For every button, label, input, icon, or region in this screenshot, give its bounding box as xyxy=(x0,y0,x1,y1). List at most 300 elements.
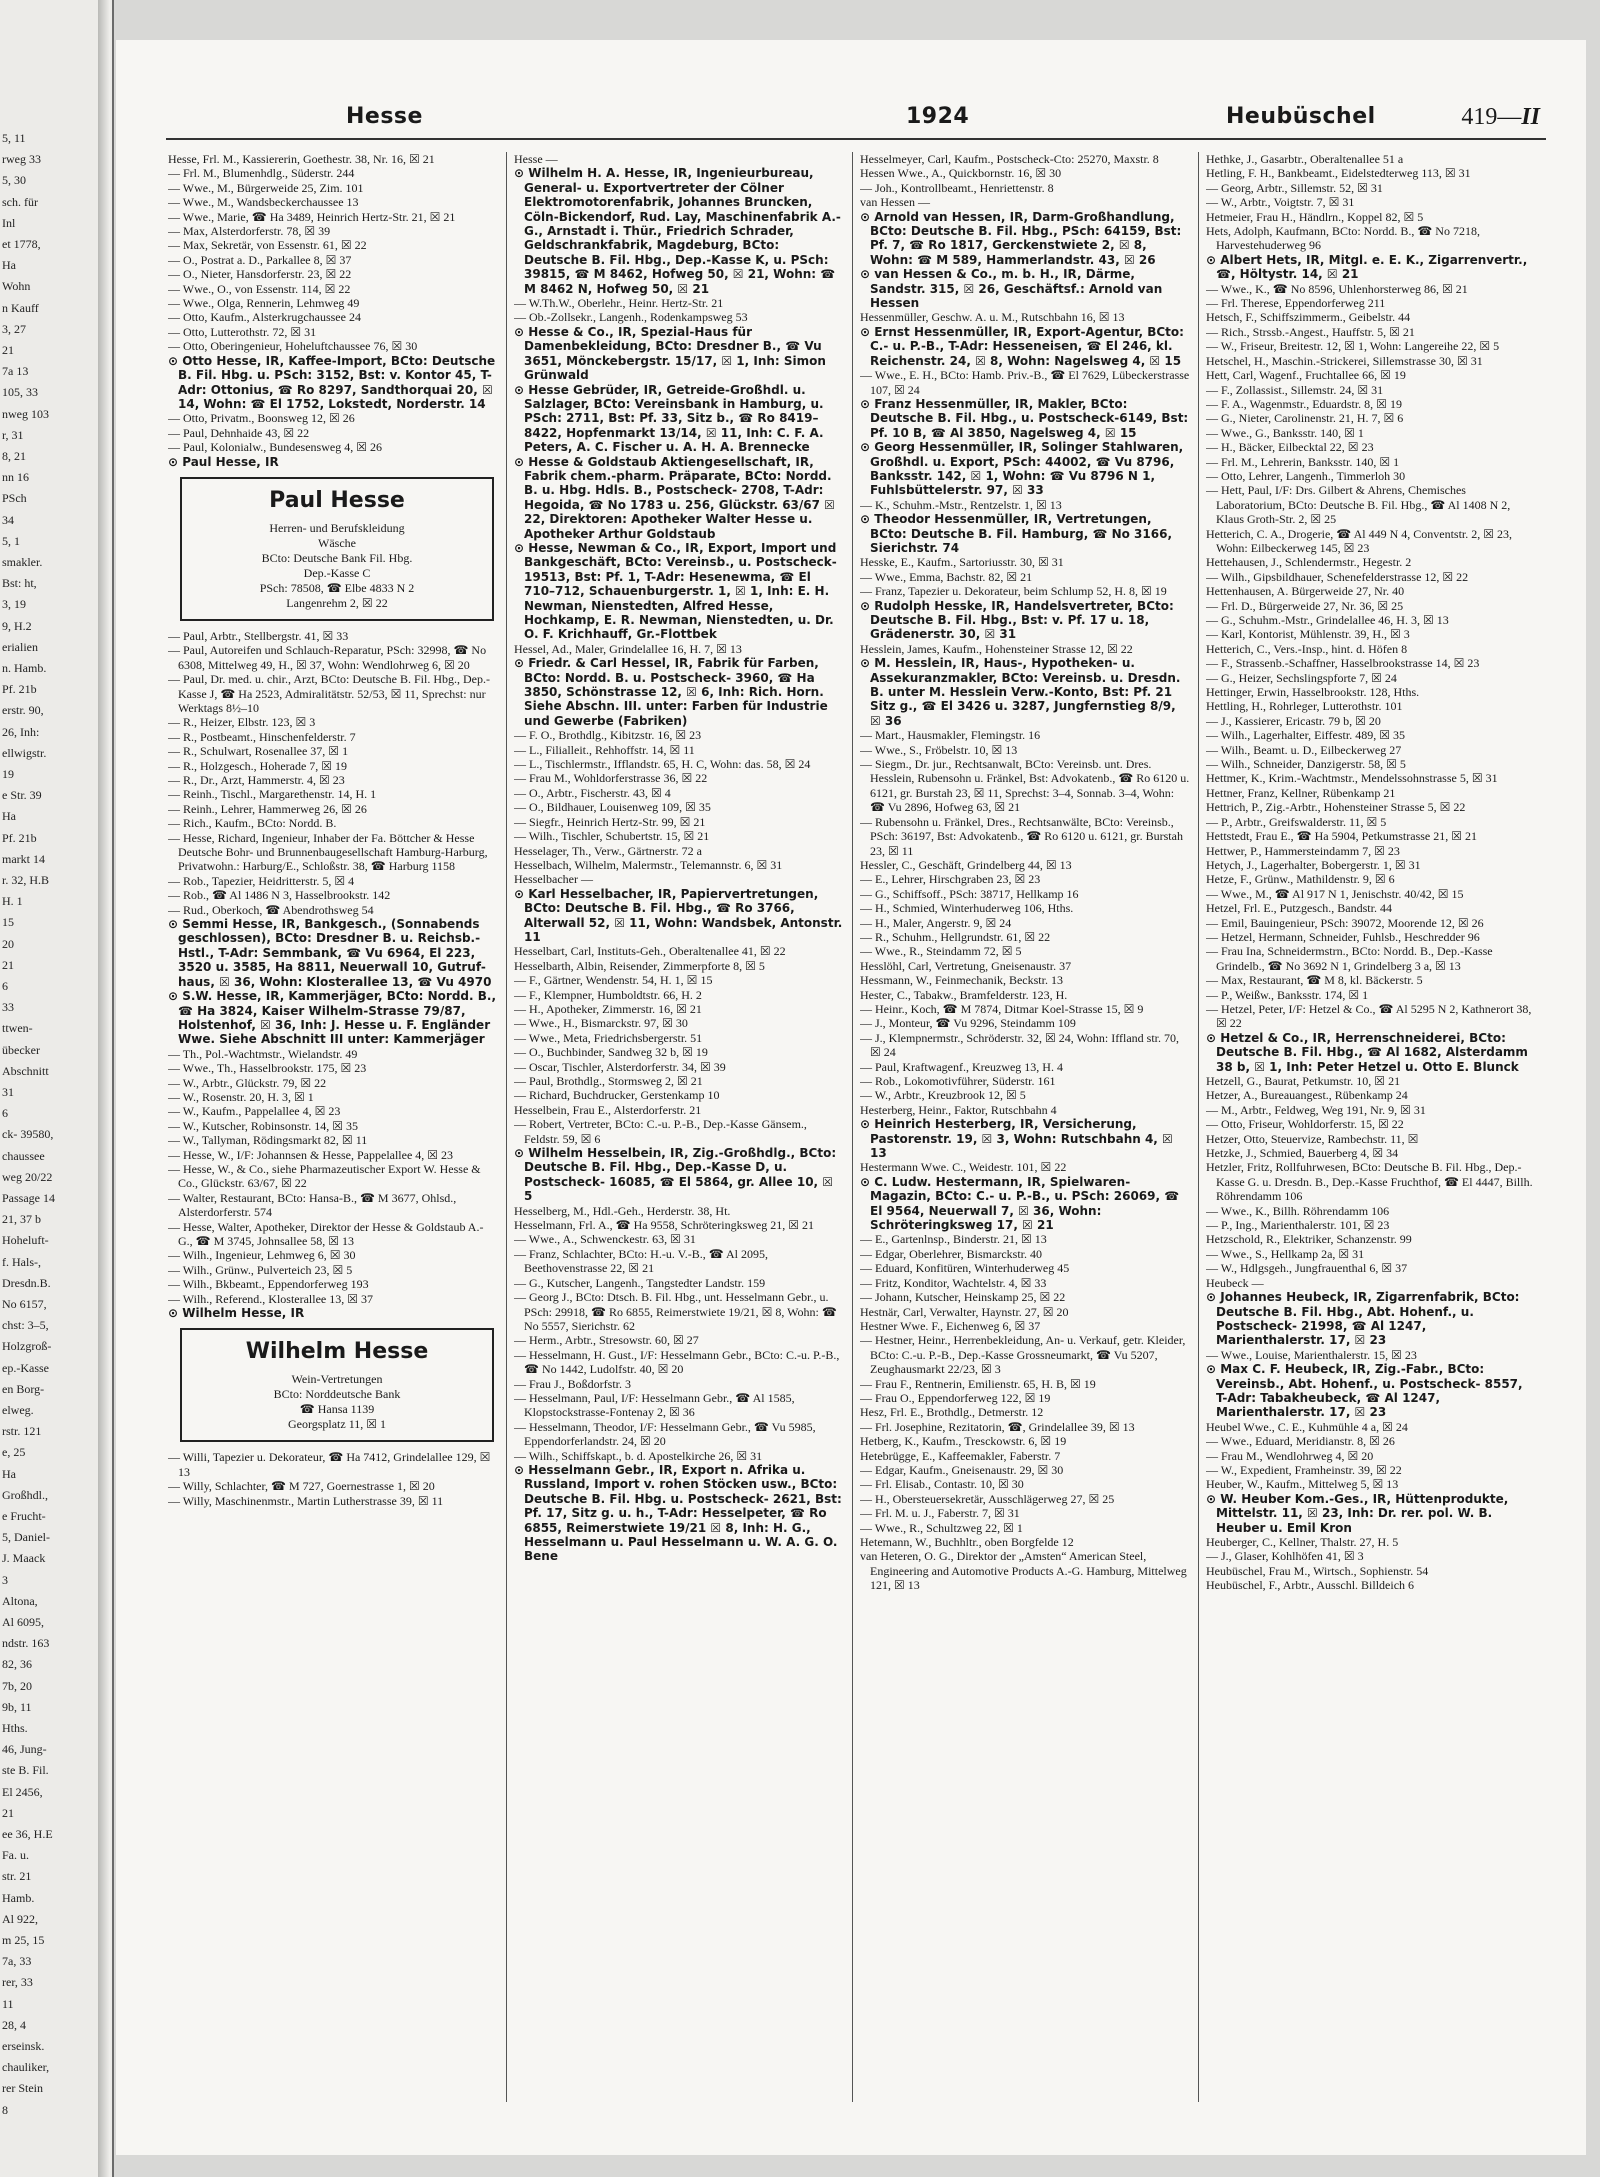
advertisement-line: BCto: Norddeutsche Bank xyxy=(273,1387,401,1402)
directory-entry: — L., Filialleit., Rehhoffstr. 14, ☒ 11 xyxy=(514,742,695,757)
directory-entry: Hesselmeyer, Carl, Kaufm., Postscheck-Cto: 25270, Maxstr. 8 xyxy=(860,152,1159,166)
directory-entry: Hesslöhl, Carl, Vertretung, Gneisenaustr. 37 xyxy=(860,958,1072,973)
directory-entry: — Wilh., Schneider, Danzigerstr. 58, ☒ 5 xyxy=(1206,757,1406,772)
strip-line: 8, 21 xyxy=(2,449,26,463)
strip-line: 33 xyxy=(2,1000,14,1015)
strip-line: f. Hals-, xyxy=(2,1254,41,1269)
directory-entry: — Wwe., M., ☎ Al 917 N 1, Jenischstr. 40/42, ☒ 15 xyxy=(1206,886,1464,901)
directory-entry: — Wilh., Referend., Klosterallee 13, ☒ 37 xyxy=(168,1291,374,1306)
directory-entry: Hesse — xyxy=(514,152,558,166)
strip-line: Dresdn.B. xyxy=(2,1275,51,1290)
directory-entry: — Georg, Arbtr., Sillemstr. 52, ☒ 31 xyxy=(1206,180,1383,195)
directory-entry: — H., Obersteuersekretär, Ausschlägerweg 27, ☒ 25 xyxy=(860,1491,1115,1506)
directory-entry: Hesslein, James, Kaufm., Hohensteiner Strasse 12, ☒ 22 xyxy=(860,641,1133,656)
directory-entry: Hetsch, F., Schiffszimmerm., Geibelstr. 44 xyxy=(1206,310,1411,325)
firm-entry: ⊙ Ernst Hessenmüller, IR, Export-Agentur, BCto: C.- u. P.-B., T-Adr: Hesseneisen, ☎ El 246, kl. Reichenstr. 24, ☒ 8, Wohn: Nagelsweg 4, ☒ 15 xyxy=(860,324,1184,368)
directory-entry: — Georg J., BCto: Dtsch. B. Fil. Hbg., unt. Hesselmann Gebr., u. PSch: 29918, ☎ Ro 6855, Reimerstwiete 19/21, ☒ 8, Wohn: ☎ No 5557, Sierichstr. 62 xyxy=(514,1290,837,1333)
directory-entry: — Paul, Kraftwagenf., Kreuzweg 13, H. 4 xyxy=(860,1059,1063,1074)
page-number-suffix: II xyxy=(1521,104,1540,130)
directory-entry: — Frl. M., Lehrerin, Banksstr. 140, ☒ 1 xyxy=(1206,454,1400,469)
strip-line: r. 32, H.B xyxy=(2,873,50,887)
column-divider xyxy=(506,152,507,2102)
directory-entry: — G., Schuhm.-Mstr., Grindelallee 46, H. 3, ☒ 13 xyxy=(1206,613,1449,627)
strip-line: 6 xyxy=(2,1106,8,1121)
page-number-value: 419— xyxy=(1461,104,1522,130)
directory-entry: — G., Kutscher, Langenh., Tangstedter Landstr. 159 xyxy=(514,1275,766,1290)
directory-entry: — W., Arbtr., Voigtstr. 7, ☒ 31 xyxy=(1206,195,1355,210)
strip-line: ee 36, H.E xyxy=(2,1827,53,1841)
directory-entry: — W., Kaufm., Pappelallee 4, ☒ 23 xyxy=(168,1104,341,1119)
directory-entry: — Wwe., M., Bürgerweide 25, Zim. 101 xyxy=(168,180,364,195)
directory-entry: — Ob.-Zollsekr., Langenh., Rodenkampsweg 53 xyxy=(514,310,748,325)
firm-entry: ⊙ Rudolph Hesske, IR, Handelsvertreter, BCto: Deutsche B. Fil. Hbg., Bst: v. Pf. 17 u. 18, Grädenerstr. 30, ☒ 31 xyxy=(860,598,1174,642)
strip-line: ste B. Fil. xyxy=(2,1763,49,1778)
directory-entry: Heuber, W., Kaufm., Mittelweg 5, ☒ 13 xyxy=(1206,1477,1399,1492)
directory-entry: — P., Ing., Marienthalerstr. 101, ☒ 23 xyxy=(1206,1218,1390,1233)
strip-line: Altona, xyxy=(2,1593,38,1608)
directory-entry: — G., Heizer, Sechslingspforte 7, ☒ 24 xyxy=(1206,670,1397,685)
directory-entry: Hettner, Franz, Kellner, Rübenkamp 21 xyxy=(1206,785,1396,800)
directory-entry: — Frau Ina, Schneidermstrn., BCto: Nordd. B., Dep.-Kasse Grindelb., ☎ No 3692 N 1, Grindelberg 3 a, ☒ 13 xyxy=(1206,944,1493,973)
directory-entry: — Frau F., Rentnerin, Emilienstr. 65, H. B, ☒ 19 xyxy=(860,1376,1096,1391)
directory-entry: — F. O., Brothdlg., Kibitzstr. 16, ☒ 23 xyxy=(514,728,702,743)
directory-entry: — H., Bäcker, Eilbecktal 22, ☒ 23 xyxy=(1206,440,1374,455)
strip-line: chaussee xyxy=(2,1148,45,1163)
firm-entry: ⊙ C. Ludw. Hestermann, IR, Spielwaren-Magazin, BCto: C.- u. P.-B., u. PSch: 26069, ☎ El 9564, Neuerwall 7, ☒ 36, Wohn: Schröteringksweg 17, ☒ 21 xyxy=(860,1174,1180,1233)
firm-entry: ⊙ Friedr. & Carl Hessel, IR, Fabrik für Farben, BCto: Nordd. B. u. Postscheck- 3960, ☎ Ha 3850, Schönstrasse 12, ☒ 6, Inh: Rich. Horn. Siehe Abschn. III. unter: Farben für Industrie und Gewerbe (Fabriken) xyxy=(514,656,828,728)
firm-entry: ⊙ Karl Hesselbacher, IR, Papiervertretungen, BCto: Deutsche B. Fil. Hbg., ☎ Ro 3766, Alterwall 52, ☒ 11, Wohn: Wandsbek, Antonstr. 11 xyxy=(514,886,843,944)
firm-entry: ⊙ Albert Hets, IR, Mitgl. e. E. K., Zigarrenvertr., ☎, Höltystr. 14, ☒ 21 xyxy=(1206,252,1528,282)
strip-line: 21, 37 b xyxy=(2,1212,41,1227)
directory-entry: — J., Glaser, Kohlhöfen 41, ☒ 3 xyxy=(1206,1549,1364,1564)
strip-line: Ha xyxy=(2,809,16,824)
strip-line: Fa. u. xyxy=(2,1848,29,1863)
advertisement-line: Langenrehm 2, ☒ 22 xyxy=(286,595,388,610)
directory-entry: — E., Gartenlnsp., Binderstr. 21, ☒ 13 xyxy=(860,1232,1047,1247)
directory-entry: — Wwe., K., ☎ No 8596, Uhlenhorsterweg 86, ☒ 21 xyxy=(1206,281,1468,296)
directory-entry: Hesz, Frl. E., Brothdlg., Detmerstr. 12 xyxy=(860,1405,1044,1420)
directory-entry: Hestner Wwe. F., Eichenweg 6, ☒ 37 xyxy=(860,1318,1041,1333)
directory-entry: Hetzler, Fritz, Rollfuhrwesen, BCto: Deutsche B. Fil. Hbg., Dep.-Kasse G. u. Dresdn. B., Dep.-Kasse Fruchthof, ☎ El 4447, Billh. Röhrendamm 106 xyxy=(1206,1160,1533,1204)
strip-line: e Str. 39 xyxy=(2,788,42,803)
strip-line: 21 xyxy=(2,343,14,357)
directory-entry: — Otto, Oberingenieur, Hoheluftchaussee 76, ☒ 30 xyxy=(168,339,418,354)
column-1 xyxy=(168,152,498,2112)
directory-entry: — R., Schuhm., Hellgrundstr. 61, ☒ 22 xyxy=(860,929,1051,944)
strip-line: elweg. xyxy=(2,1403,34,1417)
strip-line: Wohn xyxy=(2,279,31,294)
directory-entry: — Rubensohn u. Fränkel, Dres., Rechtsanwälte, BCto: Vereinsb., PSch: 36197, Bst: Advokatenb., ☎ Ro 6120 u. 6121, gr. Burstah 23, ☒ 11 xyxy=(860,814,1183,858)
directory-entry: — Hesse, W., & Co., siehe Pharmazeutischer Export W. Hesse & Co., Glückstr. 63/67, ☒ 22 xyxy=(168,1161,481,1191)
directory-entry: van Hessen — xyxy=(860,195,930,210)
directory-entry: — K., Schuhm.-Mstr., Rentzelstr. 1, ☒ 13 xyxy=(860,497,1062,512)
firm-entry: ⊙ S.W. Hesse, IR, Kammerjäger, BCto: Nordd. B., ☎ Ha 3824, Kaiser Wilhelm-Strasse 79/87, Holstenhof, ☒ 36, Inh: J. Hesse u. F. Engländer Wwe. Siehe Abschnitt III unter: Kammerjäger xyxy=(168,989,497,1047)
strip-line: No 6157, xyxy=(2,1297,47,1311)
strip-line: 5, 11 xyxy=(2,131,26,145)
firm-entry: ⊙ Semmi Hesse, IR, Bankgesch., (Sonnabends geschlossen), BCto: Dresdner B. u. Reichsb.-Hstl., T-Adr: Semmbank, ☎ Vu 6964, El 223, 3520 u. 3585, Ha 8811, Neuerwall 10, Gutruf-haus, ☒ 36, Wohn: Klosterallee 13, ☎ Vu 4970 xyxy=(168,917,492,989)
directory-entry: — W., Kutscher, Robinsonstr. 14, ☒ 35 xyxy=(168,1118,358,1133)
directory-entry: — Wilh., Schiffskapt., b. d. Apostelkirche 26, ☒ 31 xyxy=(514,1448,763,1463)
directory-entry: — Wwe., Emma, Bachstr. 82, ☒ 21 xyxy=(860,569,1033,584)
directory-entry: Hettling, H., Rohrleger, Lutterothstr. 101 xyxy=(1206,699,1403,714)
advertisement-line: Herren- und Berufskleidung xyxy=(269,520,405,535)
directory-entry: — Rich., Kaufm., BCto: Nordd. B. xyxy=(168,816,337,831)
firm-entry: ⊙ Arnold van Hessen, IR, Darm-Großhandlung, BCto: Deutsche B. Fil. Hbg., PSch: 64159, Bst: Pf. 7, ☎ Ro 1817, Gerckenstwiete 2, ☒ 8, Wohn: ☎ M 589, Hammerlandstr. 43, ☒ 26 xyxy=(860,209,1182,267)
strip-line: Holzgroß- xyxy=(2,1339,52,1354)
directory-entry: — F., Strassenb.-Schaffner, Hasselbrookstrasse 14, ☒ 23 xyxy=(1206,656,1480,671)
advertisement-line: ☎ Hansa 1139 xyxy=(299,1402,375,1417)
directory-entry: — P., Weißw., Banksstr. 174, ☒ 1 xyxy=(1206,987,1369,1002)
strip-line: Passage 14 xyxy=(2,1191,55,1205)
directory-entry: — W., Hdlgsgeh., Jungfrauenthal 6, ☒ 37 xyxy=(1206,1261,1408,1276)
directory-entry: Hetzel, Frl. E., Putzgesch., Bandstr. 44 xyxy=(1206,901,1392,916)
directory-entry: — W., Arbtr., Kreuzbrook 12, ☒ 5 xyxy=(860,1088,1026,1103)
directory-entry: Hetebrügge, E., Kaffeemakler, Faberstr. 7 xyxy=(860,1448,1061,1463)
directory-entry: — Otto, Friseur, Wohldorferstr. 15, ☒ 22 xyxy=(1206,1117,1404,1132)
directory-entry: — Wwe., Eduard, Meridianstr. 8, ☒ 26 xyxy=(1206,1434,1395,1449)
directory-entry: — Herm., Arbtr., Stresowstr. 60, ☒ 27 xyxy=(514,1333,699,1348)
directory-entry: Hesselbein, Frau E., Alsterdorferstr. 21 xyxy=(514,1102,702,1117)
directory-entry: — Frl. D., Bürgerweide 27, Nr. 36, ☒ 25 xyxy=(1206,598,1404,613)
strip-line: Hamb. xyxy=(2,1890,35,1905)
directory-entry: — Wwe., Olga, Rennerin, Lehmweg 49 xyxy=(168,296,360,311)
directory-entry: — O., Arbtr., Fischerstr. 43, ☒ 4 xyxy=(514,785,671,800)
directory-entry: — Paul, Brothdlg., Stormsweg 2, ☒ 21 xyxy=(514,1074,703,1088)
strip-line: 11 xyxy=(2,1996,14,2011)
directory-entry: — Frau O., Eppendorferweg 122, ☒ 19 xyxy=(860,1390,1051,1405)
strip-line: et 1778, xyxy=(2,237,41,251)
directory-entry: Hettinger, Erwin, Hasselbrookstr. 128, Hths. xyxy=(1206,685,1420,700)
strip-line: Hoheluft- xyxy=(2,1233,49,1248)
strip-line: 82, 36 xyxy=(2,1657,32,1672)
header-right-keyword: Heubüschel xyxy=(1226,104,1376,129)
directory-entry: — Hett, Paul, I/F: Drs. Gilbert & Ahrens, Chemisches Laboratorium, BCto: Deutsche B. Fil. Hbg., ☎ Al 1408 N 2, Klaus Groth-Str. 2, ☒ 25 xyxy=(1206,483,1511,527)
directory-entry: — Frl. Josephine, Rezitatorin, ☎, Grindelallee 39, ☒ 13 xyxy=(860,1419,1135,1434)
directory-entry: Hessen Wwe., A., Quickbornstr. 16, ☒ 30 xyxy=(860,166,1062,181)
directory-entry: — Willi, Tapezier u. Dekorateur, ☎ Ha 7412, Grindelallee 129, ☒ 13 xyxy=(168,1450,491,1479)
directory-entry: — Wwe., H., Bismarckstr. 97, ☒ 30 xyxy=(514,1016,688,1031)
directory-entry: — H., Schmied, Winterhuderweg 106, Hths. xyxy=(860,901,1074,916)
directory-entry: — Wwe., S., Hellkamp 2a, ☒ 31 xyxy=(1206,1246,1365,1261)
directory-entry: — Wwe., Louise, Marienthalerstr. 15, ☒ 23 xyxy=(1206,1347,1417,1362)
strip-line: 34 xyxy=(2,512,14,527)
directory-entry: — Wwe., M., Wandsbeckerchaussee 13 xyxy=(168,195,359,210)
directory-entry: Heubel Wwe., C. E., Kuhmühle 4 a, ☒ 24 xyxy=(1206,1419,1408,1434)
firm-entry: ⊙ Georg Hessenmüller, IR, Solinger Stahlwaren, Großhdl. u. Export, PSch: 44002, ☎ Vu 8796, Banksstr. 142, ☒ 1, Wohn: ☎ Vu 8796 N 1, Fuhlsbüttelerstr. 97, ☒ 33 xyxy=(860,440,1184,498)
directory-entry: — Paul, Dehnhaide 43, ☒ 22 xyxy=(168,425,310,440)
directory-entry: — Wwe., O., von Essenstr. 114, ☒ 22 xyxy=(168,281,351,296)
strip-line: erseinsk. xyxy=(2,2039,45,2053)
directory-entry: Hessmann, W., Feinmechanik, Beckstr. 13 xyxy=(860,973,1063,988)
strip-line: chauliker, xyxy=(2,2060,50,2075)
strip-line: 21 xyxy=(2,957,14,972)
directory-entry: — W., Expedient, Framheinstr. 39, ☒ 22 xyxy=(1206,1462,1402,1477)
strip-line: m 25, 15 xyxy=(2,1933,45,1947)
directory-entry: — Paul, Kolonialw., Bundesensweg 4, ☒ 26 xyxy=(168,440,382,455)
firm-entry: ⊙ M. Hesslein, IR, Haus-, Hypotheken- u. Assekuranzmakler, BCto: Vereinsb. u. Dresdn. B. unter M. Hesslein Verw.-Konto, Bst: Pf. 21 Sitz g., ☎ El 3426 u. 3287, Jungfernstieg 8/9, ☒ 36 xyxy=(860,656,1181,728)
directory-entry: — Wwe., A., Schwenckestr. 63, ☒ 31 xyxy=(514,1232,696,1247)
firm-entry: ⊙ Hetzel & Co., IR, Herrenschneiderei, BCto: Deutsche B. Fil. Hbg., ☎ Al 1682, Alsterdamm 38 b, ☒ 1, Inh: Peter Hetzel u. Otto E. Blunck xyxy=(1206,1030,1528,1074)
advertisement-line: BCto: Deutsche Bank Fil. Hbg. xyxy=(261,550,413,565)
directory-entry: — Rich., Strssb.-Angest., Hauffstr. 5, ☒ 21 xyxy=(1206,324,1415,339)
directory-entry: Hettwer, P., Hammersteindamm 7, ☒ 23 xyxy=(1206,843,1400,858)
directory-entry: Hesselbart, Carl, Instituts-Geh., Oberaltenallee 41, ☒ 22 xyxy=(514,944,786,959)
strip-line: 3 xyxy=(2,1572,8,1587)
strip-line: chst: 3–5, xyxy=(2,1318,49,1333)
directory-entry: — Wilh., Beamt. u. D., Eilbeckerweg 27 xyxy=(1206,742,1402,757)
directory-entry: — Frl. Therese, Eppendorferweg 211 xyxy=(1206,296,1386,311)
strip-line: Al 922, xyxy=(2,1911,38,1926)
strip-line: 7a 13 xyxy=(2,364,29,379)
directory-entry: — Hesse, Richard, Ingenieur, Inhaber der Fa. Böttcher & Hesse Deutsche Bohr- und Brunnenbaugesellschaft Hamburg-Harburg, Privatwohn.: Harburg/E., Schloßstr. 38, ☎ Harburg 1158 xyxy=(168,830,488,874)
directory-entry: — Oscar, Tischler, Alsterdorferstr. 34, ☒ 39 xyxy=(514,1059,726,1074)
directory-entry: Hetterich, C., Vers.-Insp., hint. d. Höfen 8 xyxy=(1206,641,1408,656)
directory-entry: — Max, Restaurant, ☎ M 8, kl. Bäckerstr. 5 xyxy=(1206,973,1423,988)
directory-entry: — Willy, Maschinenmstr., Martin Lutherstrasse 39, ☒ 11 xyxy=(168,1493,444,1508)
directory-entry: Hester, C., Tabakw., Bramfelderstr. 123, H. xyxy=(860,987,1068,1002)
strip-line: 6 xyxy=(2,979,8,993)
directory-entry: — Frau M., Wendlohrweg 4, ☒ 20 xyxy=(1206,1448,1374,1463)
directory-entry: — Rud., Oberkoch, ☎ Abendrothsweg 54 xyxy=(168,902,374,917)
directory-entry: Hettstedt, Frau E., ☎ Ha 5904, Petkumstrasse 21, ☒ 21 xyxy=(1206,829,1478,844)
strip-line: r, 31 xyxy=(2,427,24,442)
directory-entry: — R., Dr., Arzt, Hammerstr. 4, ☒ 23 xyxy=(168,773,345,787)
strip-line: Ha xyxy=(2,258,16,273)
advertisement-line: Wäsche xyxy=(318,535,356,550)
directory-entry: — Wilh., Grünw., Pulverteich 23, ☒ 5 xyxy=(168,1262,353,1277)
strip-line: El 2456, xyxy=(2,1784,43,1799)
directory-entry: Hettmer, K., Krim.-Wachtmstr., Mendelssohnstrasse 5, ☒ 31 xyxy=(1206,771,1498,786)
directory-entry: — O., Buchbinder, Sandweg 32 b, ☒ 19 xyxy=(514,1045,708,1060)
directory-entry: — Rob., Tapezier, Heidritterstr. 5, ☒ 4 xyxy=(168,873,355,888)
directory-entry: — R., Postbeamt., Hinschenfelderstr. 7 xyxy=(168,729,356,744)
directory-entry: Hesske, E., Kaufm., Sartoriusstr. 30, ☒ 31 xyxy=(860,555,1064,570)
page-fold xyxy=(98,0,110,2177)
strip-line: Ha xyxy=(2,1466,16,1481)
strip-line: 7a, 33 xyxy=(2,1954,32,1969)
strip-line: 20 xyxy=(2,936,14,951)
directory-entry: Hesselmann, Frl. A., ☎ Ha 9558, Schröteringksweg 21, ☒ 21 xyxy=(514,1218,815,1233)
directory-entry: — F., Zollassist., Sillemstr. 24, ☒ 31 xyxy=(1206,382,1384,397)
strip-line: Pf. 21b xyxy=(2,682,37,697)
directory-entry: Hethke, J., Gasarbtr., Oberaltenallee 51 a xyxy=(1206,152,1404,166)
page-number xyxy=(1461,104,1540,131)
directory-entry: Heuberger, C., Kellner, Thalstr. 27, H. 5 xyxy=(1206,1535,1399,1549)
firm-entry: ⊙ Max C. F. Heubeck, IR, Zig.-Fabr., BCto: Vereinsb., Abt. Hohenf., u. Postscheck- 8557, T-Adr: Tabakheubeck, ☎ Al 1247, Marienthalerstr. 17, ☒ 23 xyxy=(1206,1362,1523,1420)
directory-entry: — Fritz, Konditor, Wachtelstr. 4, ☒ 33 xyxy=(860,1275,1047,1290)
directory-entry: — Paul, Dr. med. u. chir., Arzt, BCto: Deutsche B. Fil. Hbg., Dep.-Kasse J, ☎ Ha 2523, Admiralitätstr. 52/53, ☒ 11, Sprechst: nur Werktags 8½–10 xyxy=(168,672,490,715)
directory-entry: Hettehausen, J., Schlendermstr., Hegestr. 2 xyxy=(1206,555,1412,570)
strip-line: 21 xyxy=(2,1805,14,1820)
directory-entry: — W., Tallyman, Rödingsmarkt 82, ☒ 11 xyxy=(168,1133,368,1148)
firm-entry: ⊙ Wilhelm H. A. Hesse, IR, Ingenieurbureau, General- u. Exportvertreter der Cölner Elektromotorenfabrik, Johannes Bruncken, Cöln-Bickendorf, Rud. Lay, Maschinenfabrik A.-G., Arnstadt i. Thür., Friedrich Schrader, Geldschrankfabrik, Magdeburg, BCto: Deutsche B. Fil. Hbg., Dep.-Kasse K, u. PSch: 39815, ☎ M 8462, Hofweg 50, ☒ 21, Wohn: ☎ M 8462 N, Hofweg 50, ☒ 21 xyxy=(514,166,841,296)
directory-entry: — Siegfr., Heinrich Hertz-Str. 99, ☒ 21 xyxy=(514,814,706,829)
firm-entry: ⊙ Otto Hesse, IR, Kaffee-Import, BCto: Deutsche B. Fil. Hbg. u. PSch: 3152, Bst: v. Kontor 45, T-Adr: Ottonius, ☎ Ro 8297, Sandthorquai 20, ☒ 14, Wohn: ☎ El 1752, Lokstedt, Norderstr. 14 xyxy=(168,353,496,411)
strip-line: 19 xyxy=(2,767,14,781)
strip-line: 28, 4 xyxy=(2,2017,26,2032)
directory-entry: — Frl. Elisab., Contastr. 10, ☒ 30 xyxy=(860,1477,1024,1492)
directory-entry: — Emil, Bauingenieur, PSch: 39072, Moorende 12, ☒ 26 xyxy=(1206,915,1484,930)
directory-entry: — R., Holzgesch., Hoherade 7, ☒ 19 xyxy=(168,758,348,773)
firm-entry: ⊙ W. Heuber Kom.-Ges., IR, Hüttenprodukte, Mittelstr. 11, ☒ 23, Inh: Dr. rer. pol. W. B. Heuber u. Emil Kron xyxy=(1206,1491,1509,1535)
directory-entry: Hetzer, A., Bureauangest., Rübenkamp 24 xyxy=(1206,1088,1408,1103)
strip-line: 31 xyxy=(2,1085,14,1099)
strip-line: Pf. 21b xyxy=(2,830,37,845)
directory-entry: Hetzer, Otto, Steuervize, Rambechstr. 11, ☒ xyxy=(1206,1131,1419,1146)
firm-entry: ⊙ Hesse Gebrüder, IR, Getreide-Großhdl. u. Salzlager, BCto: Vereinsbank in Hamburg, u. PSch: 2711, Bst: Pf. 33, Sitz b., ☎ Ro 8419–8422, Hopfenmarkt 13/14, ☒ 11, Inh: C. F. A. Peters, A. C. Fischer u. A. H. A. Brennecke xyxy=(514,382,824,455)
directory-entry: — Hesse, W., I/F: Johannsen & Hesse, Pappelallee 4, ☒ 23 xyxy=(168,1147,454,1162)
directory-entry: — Wwe., R., Schultzweg 22, ☒ 1 xyxy=(860,1520,1023,1535)
strip-line: smakler. xyxy=(2,555,43,569)
strip-line: erialien xyxy=(2,639,38,654)
firm-entry: ⊙ Franz Hessenmüller, IR, Makler, BCto: Deutsche B. Fil. Hbg., u. Postscheck-6149, Bst: Pf. 10 B, ☎ Al 3850, Nagelsweg 4, ☒ 15 xyxy=(860,396,1189,440)
directory-entry: — O., Postrat a. D., Parkallee 8, ☒ 37 xyxy=(168,252,352,267)
strip-line: rer Stein xyxy=(2,2081,43,2096)
directory-entry: — P., Arbtr., Greifswalderstr. 11, ☒ 5 xyxy=(1206,814,1387,829)
directory-entry: — Wwe., Th., Hasselbrookstr. 175, ☒ 23 xyxy=(168,1061,367,1076)
strip-line: ellwigstr. xyxy=(2,745,47,760)
strip-line: übecker xyxy=(2,1042,40,1057)
firm-entry: ⊙ Theodor Hessenmüller, IR, Vertretungen, BCto: Deutsche B. Fil. Hamburg, ☎ No 3166, Sierichstr. 74 xyxy=(860,512,1173,555)
strip-line: H. 1 xyxy=(2,894,23,909)
strip-line: Bst: ht, xyxy=(2,576,37,591)
strip-line: 8 xyxy=(2,2102,8,2117)
advertisement-line: PSch: 78508, ☎ Elbe 4833 N 2 xyxy=(259,580,415,595)
directory-entry: — W., Arbtr., Glückstr. 79, ☒ 22 xyxy=(168,1075,327,1090)
directory-entry: — Otto, Lehrer, Langenh., Timmerloh 30 xyxy=(1206,468,1406,483)
directory-entry: — W.Th.W., Oberlehr., Heinr. Hertz-Str. 21 xyxy=(514,296,724,311)
directory-entry: — Franz, Tapezier u. Dekorateur, beim Schlump 52, H. 8, ☒ 19 xyxy=(860,584,1167,599)
directory-entry: Hetterich, C. A., Drogerie, ☎ Al 449 N 4, Conventstr. 2, ☒ 23, Wohn: Eilbeckerweg 145, ☒ 23 xyxy=(1206,526,1513,555)
directory-entry: — Wilh., Lagerhalter, Eiffestr. 489, ☒ 35 xyxy=(1206,728,1405,743)
directory-entry: Hettenhausen, A. Bürgerweide 27, Nr. 40 xyxy=(1206,584,1405,599)
strip-line: en Borg- xyxy=(2,1381,45,1396)
strip-line: ep.-Kasse xyxy=(2,1360,49,1375)
directory-entry: — Frl. M., Blumenhdlg., Süderstr. 244 xyxy=(168,166,355,181)
strip-line: ndstr. 163 xyxy=(2,1636,50,1651)
strip-line: 7b, 20 xyxy=(2,1678,32,1693)
column-divider xyxy=(852,152,853,2102)
strip-line: 105, 33 xyxy=(2,385,38,400)
directory-entry: — J., Monteur, ☎ Vu 9296, Steindamm 109 xyxy=(860,1016,1076,1031)
firm-entry: ⊙ Johannes Heubeck, IR, Zigarrenfabrik, BCto: Deutsche B. Fil. Hbg., Abt. Hohenf., u. Postscheck- 21998, ☎ Al 1247, Marienthalerstr. 17, ☒ 23 xyxy=(1206,1290,1520,1348)
directory-entry: — F. A., Wagenmstr., Eduardstr. 8, ☒ 19 xyxy=(1206,396,1402,411)
strip-line: 15 xyxy=(2,915,14,930)
directory-entry: — Willy, Schlachter, ☎ M 727, Goernestrasse 1, ☒ 20 xyxy=(168,1479,435,1494)
directory-entry: Hessenmüller, Geschw. A. u. M., Rutschbahn 16, ☒ 13 xyxy=(860,310,1125,325)
directory-entry: Hestnär, Carl, Verwalter, Haynstr. 27, ☒ 20 xyxy=(860,1304,1069,1319)
directory-entry: — Hesselmann, Theodor, I/F: Hesselmann Gebr., ☎ Vu 5985, Eppendorferlandstr. 24, ☒ 20 xyxy=(514,1419,816,1449)
strip-line: 9b, 11 xyxy=(2,1699,32,1714)
directory-entry: — Hesselmann, Paul, I/F: Hesselmann Gebr., ☎ Al 1585, Klopstockstrasse-Fontenay 2, ☒ 36 xyxy=(514,1390,795,1420)
adjacent-page-strip xyxy=(0,0,114,2177)
directory-entry: van Heteren, O. G., Direktor der „Amsten“ American Steel, Engineering and Automotive Products A.-G. Hamburg, Mittelweg 121, ☒ 13 xyxy=(860,1549,1187,1593)
column-divider xyxy=(1198,152,1199,2102)
strip-line: Hths. xyxy=(2,1721,28,1735)
strip-line: markt 14 xyxy=(2,851,45,866)
directory-entry: — Reinh., Lehrer, Hammerweg 26, ☒ 26 xyxy=(168,801,367,816)
strip-line: 3, 19 xyxy=(2,597,26,612)
column-3 xyxy=(860,152,1190,2112)
directory-entry: — Otto, Privatm., Boonsweg 12, ☒ 26 xyxy=(168,411,355,426)
column-4 xyxy=(1206,152,1536,2112)
strip-line: Abschnitt xyxy=(2,1063,49,1078)
directory-entry: — Richard, Buchdrucker, Gerstenkamp 10 xyxy=(514,1088,720,1103)
directory-entry: Hett, Carl, Wagenf., Fruchtallee 66, ☒ 19 xyxy=(1206,368,1406,383)
directory-entry: Hetze, F., Grünw., Mathildenstr. 9, ☒ 6 xyxy=(1206,872,1395,887)
advertisement-box xyxy=(180,477,494,621)
directory-entry: — Mart., Hausmakler, Flemingstr. 16 xyxy=(860,728,1041,743)
strip-line: n. Hamb. xyxy=(2,661,47,675)
directory-entry: Hesselbach, Wilhelm, Malermstr., Telemannstr. 6, ☒ 31 xyxy=(514,857,783,872)
directory-entry: — Paul, Arbtr., Stellbergstr. 41, ☒ 33 xyxy=(168,628,349,643)
directory-entry: Hesselbacher — xyxy=(514,872,593,887)
directory-entry: — Reinh., Tischl., Margarethenstr. 14, H. 1 xyxy=(168,787,377,802)
strip-line: ttwen- xyxy=(2,1021,33,1036)
firm-entry: ⊙ Wilhelm Hesse, IR xyxy=(168,1306,305,1321)
directory-entry: Heubüschel, Frau M., Wirtsch., Sophienstr. 54 xyxy=(1206,1563,1429,1578)
directory-entry: — Wilh., Bkbeamt., Eppendorferweg 193 xyxy=(168,1277,369,1292)
directory-entry: — Rob., Lokomotivführer, Süderstr. 161 xyxy=(860,1074,1056,1088)
header-left-keyword: Hesse xyxy=(346,104,423,129)
directory-entry: Hesselager, Th., Verw., Gärtnerstr. 72 a xyxy=(514,843,702,858)
directory-entry: — Frau M., Wohldorferstrasse 36, ☒ 22 xyxy=(514,771,708,786)
strip-line: weg 20/22 xyxy=(2,1169,53,1184)
strip-line: 26, Inh: xyxy=(2,724,40,739)
directory-entry: — Walter, Restaurant, BCto: Hansa-B., ☎ M 3677, Ohlsd., Alsterdorferstr. 574 xyxy=(168,1190,457,1220)
directory-entry: Hettrich, P., Zig.-Arbtr., Hohensteiner Strasse 5, ☒ 22 xyxy=(1206,800,1466,815)
directory-entry: — Edgar, Kaufm., Gneisenaustr. 29, ☒ 30 xyxy=(860,1462,1064,1477)
directory-entry: — J., Klempnermstr., Schröderstr. 32, ☒ 24, Wohn: Iffland str. 70, ☒ 24 xyxy=(860,1030,1179,1060)
advertisement-line: Wein-Vertretungen xyxy=(291,1372,383,1387)
strip-line: Großhdl., xyxy=(2,1487,48,1502)
directory-entry: — Hesse, Walter, Apotheker, Direktor der Hesse & Goldstaub A.-G., ☎ M 3745, Johnsallee 58, ☒ 13 xyxy=(168,1219,484,1248)
directory-entry: — M., Arbtr., Feldweg, Weg 191, Nr. 9, ☒ 31 xyxy=(1206,1102,1426,1117)
firm-entry: ⊙ Hesse & Goldstaub Aktiengesellschaft, IR, Fabrik chem.-pharm. Präparate, BCto: Nordd. B. u. Hbg. Hdls. B., Postscheck- 2708, T-Adr: Hegoida, ☎ No 1783 u. 256, Glückstr. 63/67 ☒ 22, Direktoren: Apotheker Walter Hesse u. Apotheker Arthur Goldstaub xyxy=(514,454,835,541)
strip-line: e Frucht- xyxy=(2,1509,46,1523)
directory-entry: — Th., Pol.-Wachtmstr., Wielandstr. 49 xyxy=(168,1046,358,1061)
strip-line: rstr. 121 xyxy=(2,1424,42,1439)
firm-entry: ⊙ Paul Hesse, IR xyxy=(168,454,279,469)
strip-line: n Kauff xyxy=(2,300,39,315)
directory-entry: — Wilh., Ingenieur, Lehmweg 6, ☒ 30 xyxy=(168,1248,356,1263)
directory-entry: — O., Bildhauer, Louisenweg 109, ☒ 35 xyxy=(514,800,711,815)
directory-entry: — F., Gärtner, Wendenstr. 54, H. 1, ☒ 15 xyxy=(514,973,713,988)
directory-entry: Hetschel, H., Maschin.-Strickerei, Sillemstrasse 30, ☒ 31 xyxy=(1206,353,1483,368)
directory-entry: — Wwe., Meta, Friedrichsbergerstr. 51 xyxy=(514,1030,703,1045)
directory-entry: — H., Apotheker, Zimmerstr. 16, ☒ 21 xyxy=(514,1001,702,1016)
directory-entry: — Wwe., K., Billh. Röhrendamm 106 xyxy=(1206,1203,1390,1218)
directory-entry: Hessel, Ad., Maler, Grindelallee 16, H. 7, ☒ 13 xyxy=(514,641,742,656)
strip-line: nn 16 xyxy=(2,470,29,485)
directory-entry: Hetzell, G., Baurat, Petkumstr. 10, ☒ 21 xyxy=(1206,1074,1401,1088)
directory-entry: — Otto, Lutterothstr. 72, ☒ 31 xyxy=(168,324,317,339)
directory-entry: — L., Tischlermstr., Ifflandstr. 65, H. C, Wohn: das. 58, ☒ 24 xyxy=(514,757,811,772)
directory-entry: — Rob., ☎ Al 1486 N 3, Hasselbrookstr. 142 xyxy=(168,888,391,903)
directory-entry: — Wilh., Tischler, Schubertstr. 15, ☒ 21 xyxy=(514,829,710,844)
directory-entry: Hetmeier, Frau H., Händlrn., Koppel 82, ☒ 5 xyxy=(1206,209,1424,224)
directory-entry: — W., Friseur, Breitestr. 12, ☒ 1, Wohn: Langereihe 22, ☒ 5 xyxy=(1206,339,1500,354)
directory-entry: Hetych, J., Lagerhalter, Bobergerstr. 1, ☒ 31 xyxy=(1206,857,1421,872)
directory-entry: Hesselbarth, Albin, Reisender, Zimmerpforte 8, ☒ 5 xyxy=(514,958,765,973)
firm-entry: ⊙ Hesselmann Gebr., IR, Export n. Afrika u. Russland, Import v. rohen Stöcken usw., BCto: Deutsche B. Fil. Hbg. u. Postscheck- 2621, Bst: Pf. 17, Sitz g. u. h., T-Adr: Hesselpeter, ☎ Ro 6855, Reimerstwiete 19/21 ☒ 8, Inh: H. G., Hesselmann u. Paul Hesselmann u. W. A. G. O. Bene xyxy=(514,1462,842,1564)
directory-entry: — Frau J., Boßdorfstr. 3 xyxy=(514,1376,631,1391)
page-header xyxy=(166,104,1546,140)
directory-entry: — Robert, Vertreter, BCto: C.-u. P.-B., Dep.-Kasse Gänsem., Feldstr. 59, ☒ 6 xyxy=(514,1117,807,1146)
advertisement-line: Georgsplatz 11, ☒ 1 xyxy=(287,1417,387,1432)
directory-entry: Hestermann Wwe. C., Weidestr. 101, ☒ 22 xyxy=(860,1160,1067,1175)
directory-entry: — Joh., Kontrollbeamt., Henriettenstr. 8 xyxy=(860,180,1054,195)
